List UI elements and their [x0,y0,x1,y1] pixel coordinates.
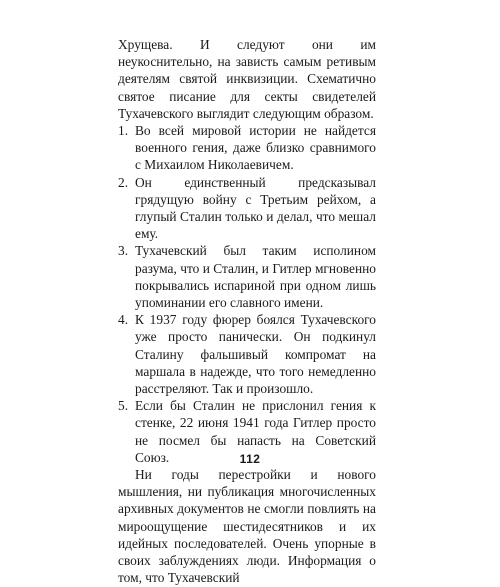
list-item-text: Он единственный предсказывал грядущую войну с Третьим рейхом, а глупый Сталин только и делал, что мешал ему. [135,174,376,242]
page-body [118,36,376,587]
page-number: 112 [239,452,261,466]
list-item-number: 4. [118,312,129,328]
list-item-text: Если бы Сталин не прислонил гения к стенке, 22 июня 1941 года Гитлер просто не посмел бы напасть на Советский Союз. [135,398,376,465]
intro-paragraph: Хрущева. И следуют они им неукоснительно, на зависть самым ретивым деятелям святой инквизиции. Схематично святое писание для секты свидетелей Тухачевского выглядит следующим образом. [118,37,376,121]
list-item-number: 5. [118,398,129,414]
list-item [118,174,376,243]
list-item [118,122,376,174]
list-item-text: К 1937 году фюрер боялся Тухачевского уже просто панически. Он подкинул Сталину фальшивый компромат на маршала в надежде, что того немедленно расстреляют. Так и произошло. [135,312,376,397]
list-item [118,242,376,311]
list-item-text: Тухачевский был таким исполином разума, что и Сталин, и Гитлер мгновенно покрывались испариной при одном лишь упоминании его славного имени. [135,243,376,311]
list-item-number: 1. [118,123,129,139]
closing-paragraph: Ни годы перестройки и нового мышления, ни публикация многочисленных архивных документов не смогли повлиять на мироощущение шестидесятников и их идейных последователей. Очень упорные в своих заблуждениях люди. Информация о том, что Тухачевский [118,467,376,586]
list-item-number: 2. [118,174,129,190]
numbered-list [118,122,376,466]
list-item-number: 3. [118,243,129,259]
list-item [118,311,376,397]
list-item-text: Во всей мировой истории не найдется военного гения, даже близко сравнимого с Михаилом Николаевичем. [135,123,376,173]
